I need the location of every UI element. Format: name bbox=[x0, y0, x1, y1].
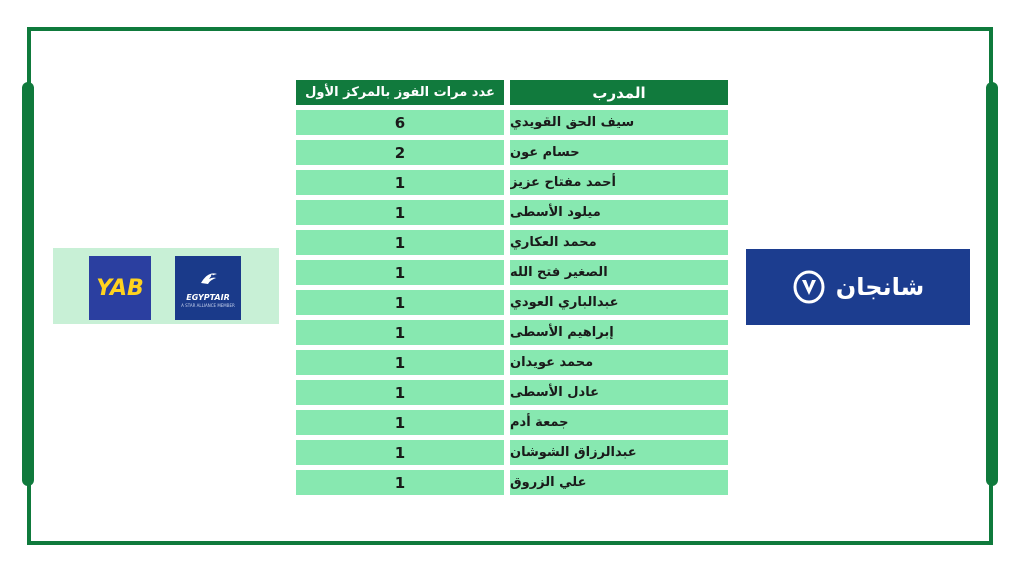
wins-count-cell: 2 bbox=[296, 140, 504, 165]
horus-icon bbox=[197, 269, 219, 291]
coach-name-cell: ميلود الأسطى bbox=[510, 200, 728, 225]
table-row bbox=[296, 200, 728, 225]
coach-name-cell: علي الزروق bbox=[510, 470, 728, 495]
coach-name-cell: إبراهيم الأسطى bbox=[510, 320, 728, 345]
coach-name-cell: عبدالرزاق الشوشان bbox=[510, 440, 728, 465]
changan-logo-text: شانجان bbox=[835, 273, 925, 301]
table-header-row bbox=[296, 80, 728, 105]
coach-name-cell: حسام عون bbox=[510, 140, 728, 165]
wins-count-cell: 1 bbox=[296, 470, 504, 495]
coach-name-cell: عبدالباري العودي bbox=[510, 290, 728, 315]
coach-name-cell: الصغير فتح الله bbox=[510, 260, 728, 285]
egyptair-logo bbox=[175, 256, 241, 320]
wins-count-cell: 1 bbox=[296, 260, 504, 285]
yab-logo bbox=[89, 256, 151, 320]
table-row bbox=[296, 440, 728, 465]
coaches-table bbox=[296, 80, 728, 500]
wins-count-cell: 1 bbox=[296, 200, 504, 225]
egyptair-logo-text: EGYPTAIR bbox=[186, 292, 230, 302]
wins-count-cell: 1 bbox=[296, 290, 504, 315]
table-row bbox=[296, 110, 728, 135]
table-row bbox=[296, 410, 728, 435]
wins-count-cell: 1 bbox=[296, 350, 504, 375]
table-row bbox=[296, 260, 728, 285]
header-wins-count: عدد مرات الفوز بالمركز الأول bbox=[296, 80, 504, 105]
yab-logo-text: YAB bbox=[96, 275, 144, 301]
coach-name-cell: أحمد مفتاح عزيز bbox=[510, 170, 728, 195]
changan-v-badge-icon bbox=[792, 270, 826, 304]
table-row bbox=[296, 140, 728, 165]
coach-name-cell: محمد عويدان bbox=[510, 350, 728, 375]
wins-count-cell: 1 bbox=[296, 380, 504, 405]
wins-count-cell: 1 bbox=[296, 170, 504, 195]
table-row bbox=[296, 230, 728, 255]
table-row bbox=[296, 380, 728, 405]
left-accent-bar bbox=[22, 82, 34, 486]
right-accent-bar bbox=[986, 82, 998, 486]
changan-logo bbox=[746, 249, 970, 325]
wins-count-cell: 6 bbox=[296, 110, 504, 135]
table-row bbox=[296, 350, 728, 375]
wins-count-cell: 1 bbox=[296, 410, 504, 435]
table-row bbox=[296, 470, 728, 495]
sponsor-logos-panel bbox=[53, 248, 279, 324]
table-row bbox=[296, 290, 728, 315]
coach-name-cell: عادل الأسطى bbox=[510, 380, 728, 405]
coach-name-cell: محمد العكاري bbox=[510, 230, 728, 255]
coach-name-cell: سيف الحق القويدي bbox=[510, 110, 728, 135]
table-row bbox=[296, 170, 728, 195]
wins-count-cell: 1 bbox=[296, 440, 504, 465]
header-coach: المدرب bbox=[510, 80, 728, 105]
wins-count-cell: 1 bbox=[296, 230, 504, 255]
egyptair-tagline: A STAR ALLIANCE MEMBER bbox=[181, 302, 235, 308]
table-body bbox=[296, 110, 728, 495]
coach-name-cell: جمعة أدم bbox=[510, 410, 728, 435]
table-row bbox=[296, 320, 728, 345]
wins-count-cell: 1 bbox=[296, 320, 504, 345]
